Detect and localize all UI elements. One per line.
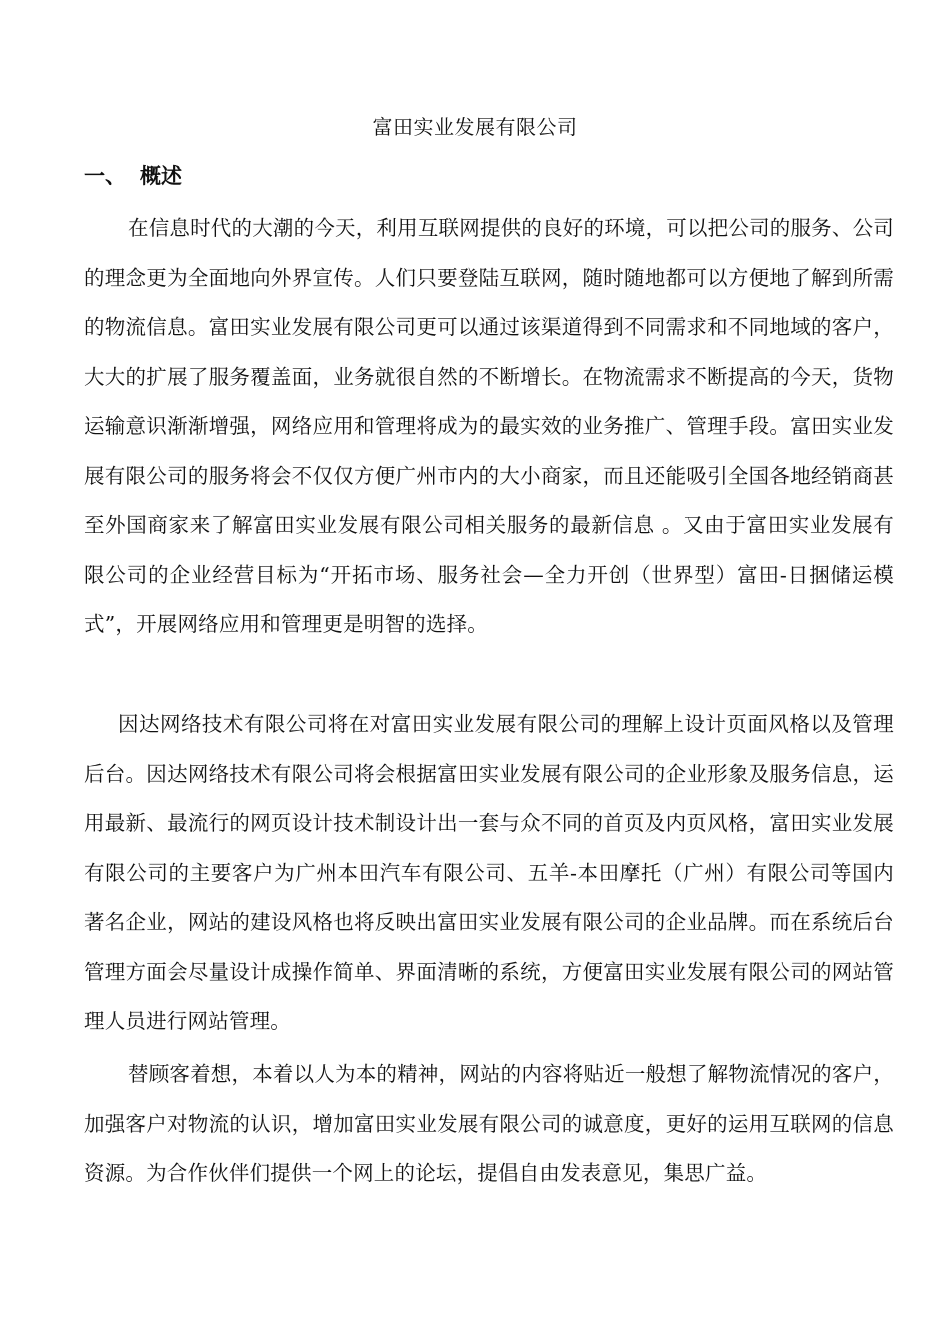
body-paragraph-2: [84, 700, 894, 1047]
section-heading: [84, 160, 182, 192]
section-title: 概述: [140, 164, 182, 188]
document-title: 富田实业发展有限公司: [372, 115, 578, 139]
body-paragraph-1: [84, 204, 894, 650]
section-number: 一、: [84, 164, 126, 188]
paragraph-text: 因达网络技术有限公司将在对富田实业发展有限公司的理解上设计页面风格以及管理后台。因达网络技术有限公司将会根据富田实业发展有限公司的企业形象及服务信息，运用最新、最流行的网页设计技术制设计出一套与众不同的首页及内页风格，富田实业发展有限公司的主要客户为广州本田汽车有限公司、五羊-本田摩托（广州）有限公司等国内著名企业，网站的建设风格也将反映出富田实业发展有限公司的企业品牌。而在系统后台管理方面会尽量设计成操作简单、界面清晰的系统，方便富田实业发展有限公司的网站管理人员进行网站管理。: [84, 712, 894, 1033]
paragraph-text: 替顾客着想，本着以人为本的精神，网站的内容将贴近一般想了解物流情况的客户，加强客户对物流的认识，增加富田实业发展有限公司的诚意度，更好的运用互联网的信息资源。为合作伙伴们提供一个网上的论坛，提倡自由发表意见，集思广益。: [84, 1062, 894, 1185]
paragraph-text: 在信息时代的大潮的今天，利用互联网提供的良好的环境，可以把公司的服务、公司的理念更为全面地向外界宣传。人们只要登陆互联网，随时随地都可以方便地了解到所需的物流信息。富田实业发展有限公司更可以通过该渠道得到不同需求和不同地域的客户，大大的扩展了服务覆盖面，业务就很自然的不断增长。在物流需求不断提高的今天，货物运输意识渐渐增强，网络应用和管理将成为的最实效的业务推广、管理手段。富田实业发展有限公司的服务将会不仅仅方便广州市内的大小商家，而且还能吸引全国各地经销商甚至外国商家来了解富田实业发展有限公司相关服务的最新信息 。又由于富田实业发展有限公司的企业经营目标为“开拓市场、服务社会—全力开创（世界型）富田-日捆储运模式”，开展网络应用和管理更是明智的选择。: [84, 216, 894, 636]
body-paragraph-3: [84, 1050, 894, 1199]
